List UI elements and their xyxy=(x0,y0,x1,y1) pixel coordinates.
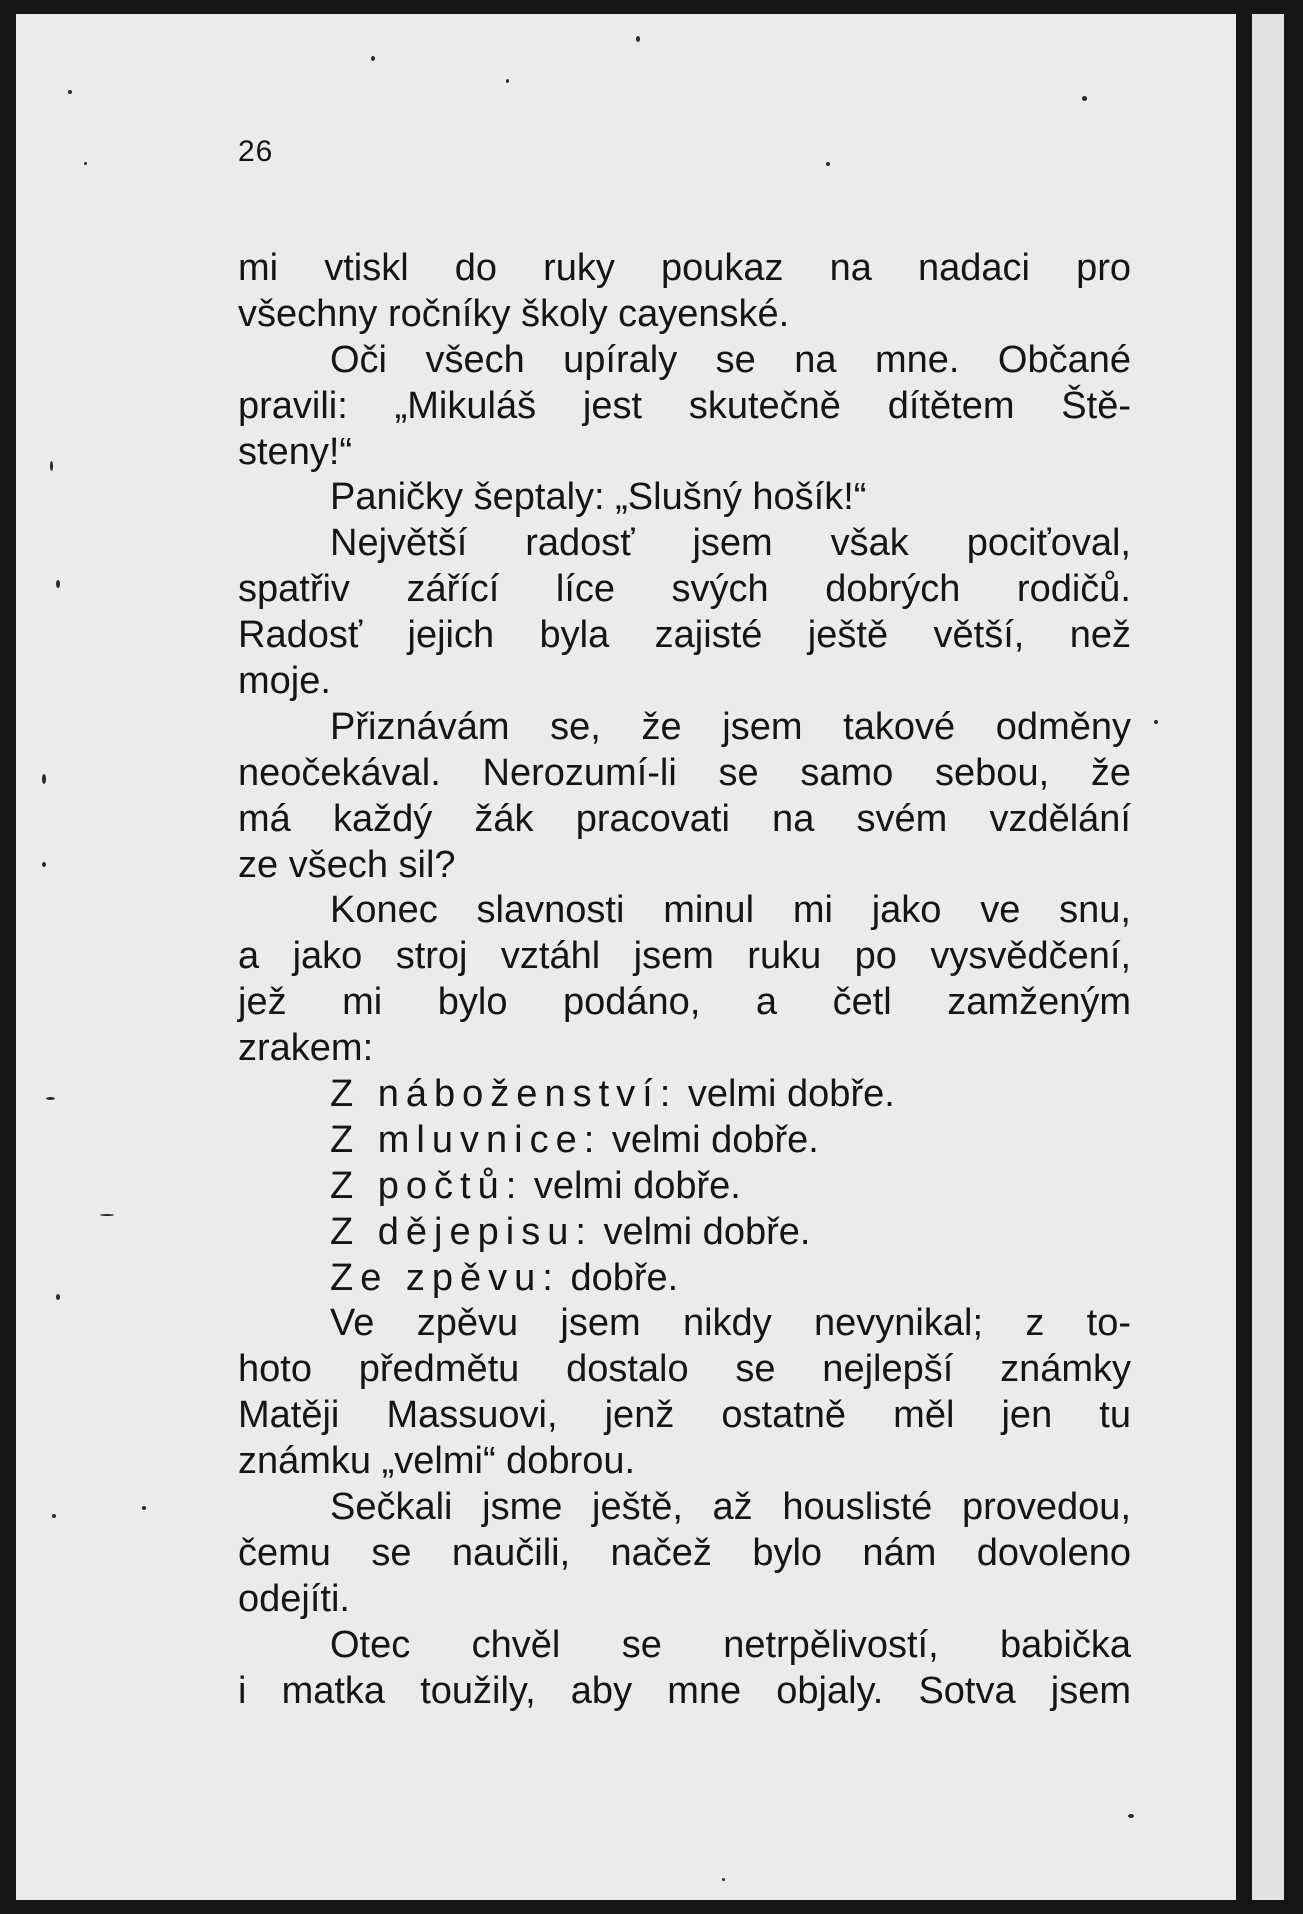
paper-speck xyxy=(42,862,46,867)
paper-speck xyxy=(506,79,509,83)
paper-speck xyxy=(52,1514,56,1518)
paper-speck xyxy=(1154,720,1158,724)
text-line: Paničky šeptaly: „Slušný hošík!“ xyxy=(330,476,867,519)
page-body-text xyxy=(238,246,1131,1715)
grade-line xyxy=(238,1164,1131,1210)
text-line: má každý žák pracovati na svém vzdělání xyxy=(238,797,1131,840)
text-line: mi vtiskl do ruky poukaz na nadaci pro xyxy=(238,247,1131,289)
text-line: všechny ročníky školy cayenské. xyxy=(238,292,790,335)
text-line: Sečkali jsme ještě, až houslisté provedou, xyxy=(330,1486,1131,1529)
grade-subject: Z náboženství: xyxy=(330,1073,678,1116)
paper-speck xyxy=(1128,1814,1134,1818)
text-line: Největší radosť jsem však pociťoval, xyxy=(330,522,1131,565)
text-line: známku „velmi“ dobrou. xyxy=(238,1440,636,1483)
text-line: steny!“ xyxy=(238,430,353,473)
paper-speck xyxy=(636,36,640,42)
text-line: odejíti. xyxy=(238,1577,350,1620)
grade-subject: Ze zpěvu: xyxy=(330,1256,560,1299)
paper-speck xyxy=(826,162,830,166)
paper-speck xyxy=(50,461,53,471)
paper-speck xyxy=(68,90,72,94)
text-line: pravili: „Mikuláš jest skutečně dítětem Ště- xyxy=(238,384,1131,427)
text-line: spatřiv zářící líce svých dobrých rodičů. xyxy=(238,568,1131,611)
grade-subject: Z mluvnice: xyxy=(330,1118,602,1161)
text-line: ze všech sil? xyxy=(238,843,456,886)
book-page xyxy=(16,14,1236,1900)
paper-speck xyxy=(56,1294,60,1300)
text-line: čemu se naučili, načež bylo nám dovoleno xyxy=(238,1531,1131,1574)
grade-line xyxy=(238,1256,1131,1302)
text-line: Ve zpěvu jsem nikdy nevynikal; z to- xyxy=(330,1302,1131,1345)
paper-speck xyxy=(42,774,46,784)
paper-speck xyxy=(722,1878,725,1881)
paper-speck xyxy=(46,1097,55,1100)
text-line: Oči všech upíraly se na mne. Občané xyxy=(330,338,1131,381)
paper-speck xyxy=(84,162,87,165)
text-line: hoto předmětu dostalo se nejlepší známky xyxy=(238,1348,1131,1391)
adjacent-page-edge xyxy=(1252,14,1284,1900)
text-line: Přiznávám se, že jsem takové odměny xyxy=(330,705,1131,748)
paper-speck xyxy=(371,56,375,61)
paper-speck xyxy=(1082,96,1087,101)
text-line: i matka toužily, aby mne objaly. Sotva jsem xyxy=(238,1669,1131,1712)
grade-value: velmi dobře. xyxy=(687,1073,895,1116)
grade-line xyxy=(238,1072,1131,1118)
grade-value: velmi dobře. xyxy=(611,1118,819,1161)
text-line: Otec chvěl se netrpělivostí, babička xyxy=(330,1623,1131,1666)
paper-speck xyxy=(100,1214,114,1216)
grade-line xyxy=(238,1118,1131,1164)
grade-line xyxy=(238,1210,1131,1256)
grade-value: velmi dobře. xyxy=(603,1210,811,1253)
page-number: 26 xyxy=(238,135,274,168)
text-line: Radosť jejich byla zajisté ještě větší, než xyxy=(238,614,1131,657)
text-line: jež mi bylo podáno, a četl zamženým xyxy=(238,981,1131,1024)
paper-speck xyxy=(142,1506,146,1510)
text-line: Matěji Massuovi, jenž ostatně měl jen tu xyxy=(238,1394,1131,1437)
text-line: moje. xyxy=(238,660,331,703)
grade-value: dobře. xyxy=(570,1256,679,1299)
text-line: a jako stroj vztáhl jsem ruku po vysvědčení, xyxy=(238,935,1131,978)
text-line: zrakem: xyxy=(238,1027,374,1070)
text-line: neočekával. Nerozumí-li se samo sebou, že xyxy=(238,751,1131,794)
paper-speck xyxy=(56,580,60,588)
text-line: Konec slavnosti minul mi jako ve snu, xyxy=(330,889,1131,932)
grade-subject: Z dějepisu: xyxy=(330,1210,593,1253)
grade-value: velmi dobře. xyxy=(533,1164,741,1207)
grade-subject: Z počtů: xyxy=(330,1164,524,1207)
